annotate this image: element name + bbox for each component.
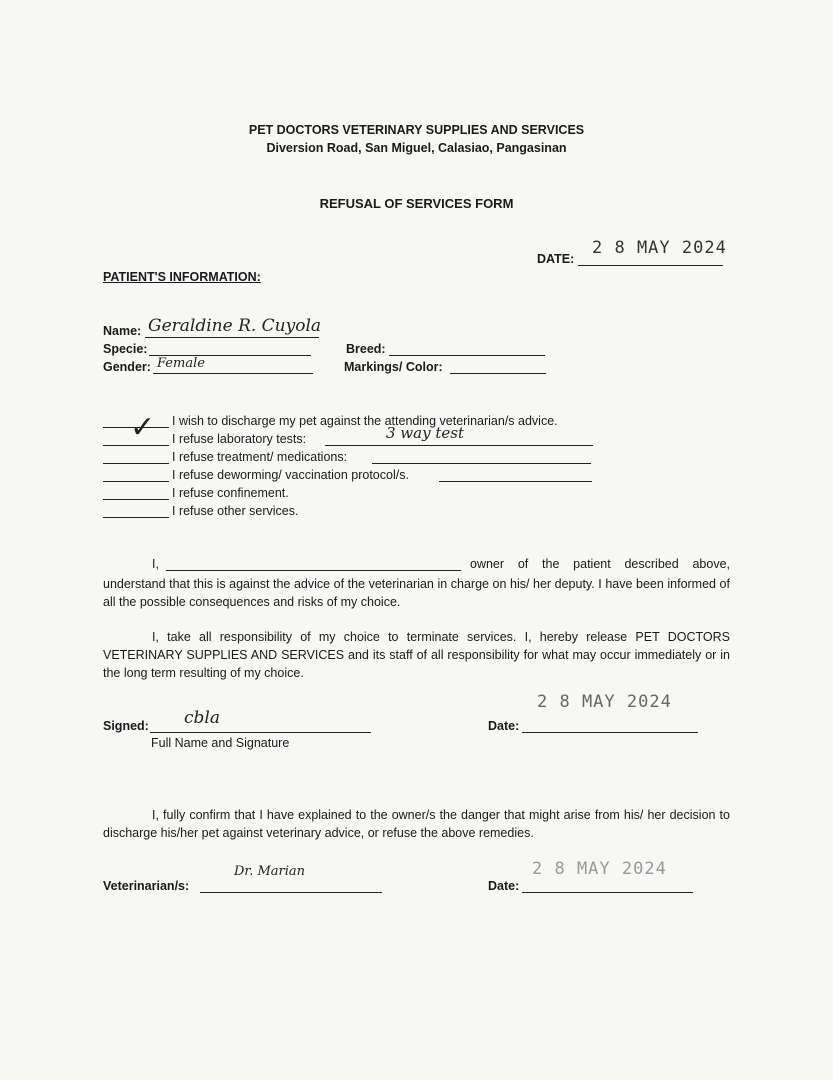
patient-info-title: PATIENT'S INFORMATION:	[103, 270, 261, 284]
gender-handwritten: Female	[157, 356, 205, 371]
deworming-line	[439, 481, 592, 482]
option-blank-treatment	[103, 463, 169, 464]
option-blank-confinement	[103, 499, 169, 500]
p3-body: I, fully confirm that I have explained to the owner/s the danger that might arise from his/ her decision to discharge his/her pet against veterinary advice, or refuse the above remedies.	[103, 808, 730, 840]
signed-date-line	[522, 732, 698, 733]
option-discharge: I wish to discharge my pet against the attending veterinarian/s advice.	[172, 414, 558, 428]
vet-label: Veterinarian/s:	[103, 879, 190, 893]
owner-name-line	[166, 570, 461, 571]
date-line	[578, 265, 723, 266]
vet-handwritten: Dr. Marian	[234, 864, 306, 879]
gender-line	[153, 373, 313, 374]
markings-label: Markings/ Color:	[344, 360, 443, 374]
signed-date-label: Date:	[488, 719, 520, 733]
p1-body: understand that this is against the advice of the veterinarian in charge on his/ her deputy. I have been informed of all the possible consequences and risks of my choice.	[103, 577, 730, 609]
option-blank-lab	[103, 445, 169, 446]
markings-line	[450, 373, 546, 374]
name-line	[145, 337, 319, 338]
vet-date-line	[522, 892, 693, 893]
p1-rest: owner of the patient described above,	[470, 557, 730, 571]
name-label: Name:	[103, 324, 142, 338]
signature-line	[150, 732, 371, 733]
lab-handwritten: 3 way test	[386, 424, 464, 442]
treatment-line	[372, 463, 591, 464]
vet-line	[200, 892, 382, 893]
signature-caption: Full Name and Signature	[151, 736, 290, 750]
company-address: Diversion Road, San Miguel, Calasiao, Pangasinan	[266, 141, 567, 155]
vet-date-label: Date:	[488, 879, 520, 893]
option-confinement: I refuse confinement.	[172, 486, 289, 500]
name-handwritten: Geraldine R. Cuyola	[148, 316, 322, 336]
signed-date-stamp: 2 8 MAY 2024	[537, 692, 672, 712]
gender-label: Gender:	[103, 360, 151, 374]
vet-date-stamp: 2 8 MAY 2024	[532, 859, 667, 879]
option-lab: I refuse laboratory tests:	[172, 432, 307, 446]
breed-line	[389, 355, 545, 356]
option-blank-deworming	[103, 481, 169, 482]
option-treatment: I refuse treatment/ medications:	[172, 450, 348, 464]
company-name: PET DOCTORS VETERINARY SUPPLIES AND SERVICES	[248, 123, 585, 137]
breed-label: Breed:	[346, 342, 386, 356]
date-label: DATE:	[537, 252, 575, 266]
option-deworming: I refuse deworming/ vaccination protocol/s.	[172, 468, 409, 482]
form-title: REFUSAL OF SERVICES FORM	[319, 196, 514, 211]
specie-label: Specie:	[103, 342, 148, 356]
signed-label: Signed:	[103, 719, 149, 733]
lab-line	[325, 445, 593, 446]
p2-body: I, take all responsibility of my choice to terminate services. I, hereby release PET DOCTORS VETERINARY SUPPLIES AND SERVICES and its staff of all responsibility for what may occur immediately or in the long term resulting of my choice.	[103, 630, 730, 680]
option-blank-other	[103, 517, 169, 518]
p1-start: I,	[152, 557, 159, 571]
signature: cbla	[184, 708, 220, 728]
check-mark: ✓	[130, 410, 156, 445]
option-other: I refuse other services.	[172, 504, 299, 518]
date-stamp: 2 8 MAY 2024	[592, 238, 727, 258]
